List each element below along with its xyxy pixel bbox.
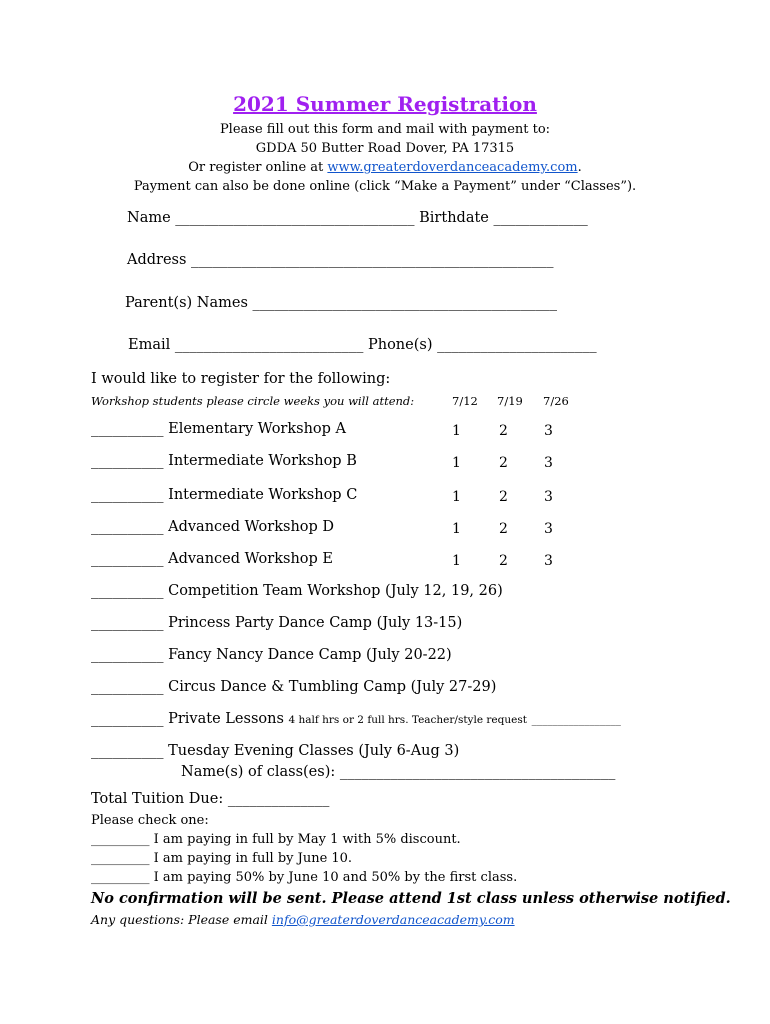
workshop-label: Advanced Workshop E <box>168 551 333 567</box>
total-tuition-label: Total Tuition Due: <box>91 791 224 807</box>
week-option[interactable]: 3 <box>544 423 553 439</box>
week-option[interactable]: 2 <box>499 423 508 439</box>
address-field-row <box>127 252 554 268</box>
class-names-row <box>181 764 615 780</box>
name-field[interactable]: _________________________________ <box>175 210 415 226</box>
week-option[interactable]: 2 <box>499 489 508 505</box>
parents-field-row <box>125 295 557 311</box>
week-option[interactable]: 1 <box>452 423 461 439</box>
workshop-note: Workshop students please circle weeks you will attend: <box>91 394 415 408</box>
week-option[interactable]: 3 <box>544 553 553 569</box>
parents-field[interactable]: __________________________________________ <box>252 295 558 311</box>
questions-line: Any questions: Please email info@greaterdoverdanceacademy.com <box>91 912 515 927</box>
camp-row <box>91 615 462 631</box>
week-option[interactable]: 2 <box>499 553 508 569</box>
payment-option-label: I am paying 50% by June 10 and 50% by the first class. <box>153 870 518 885</box>
birthdate-label: Birthdate <box>419 210 489 226</box>
week-option[interactable]: 2 <box>499 521 508 537</box>
mailing-address: GDDA 50 Butter Road Dover, PA 17315 <box>255 141 515 156</box>
workshop-checkbox-blank[interactable]: __________ <box>91 421 164 437</box>
week-option[interactable]: 3 <box>544 521 553 537</box>
register-heading: I would like to register for the following: <box>91 371 391 387</box>
tuesday-checkbox-blank[interactable]: __________ <box>91 743 164 759</box>
total-tuition-field[interactable]: ______________ <box>227 791 330 807</box>
parents-label: Parent(s) Names <box>125 295 248 311</box>
birthdate-field[interactable]: _____________ <box>493 210 588 226</box>
check-one-label: Please check one: <box>91 813 209 828</box>
payment-option-row <box>91 870 517 885</box>
page-title: 2021 Summer Registration <box>233 92 537 116</box>
phone-field[interactable]: ______________________ <box>437 337 597 353</box>
phone-label: Phone(s) <box>367 337 433 353</box>
workshop-checkbox-blank[interactable]: __________ <box>91 551 164 567</box>
workshop-row <box>91 519 334 535</box>
tuesday-classes-label: Tuesday Evening Classes (July 6-Aug 3) <box>168 743 460 759</box>
workshop-label: Intermediate Workshop C <box>168 487 358 503</box>
email-label: Email <box>128 337 171 353</box>
week-header-1: 7/12 <box>452 394 478 408</box>
name-field-row <box>127 210 588 226</box>
week-header-2: 7/19 <box>497 394 523 408</box>
week-header-3: 7/26 <box>543 394 569 408</box>
payment-option-label: I am paying in full by May 1 with 5% discount. <box>153 832 461 847</box>
week-option[interactable]: 3 <box>544 455 553 471</box>
camp-label: Competition Team Workshop (July 12, 19, 26) <box>168 583 503 599</box>
teacher-request-field[interactable]: _________________ <box>531 714 621 726</box>
class-names-label: Name(s) of class(es): <box>181 764 336 780</box>
workshop-row <box>91 421 346 437</box>
week-option[interactable]: 2 <box>499 455 508 471</box>
private-lessons-row <box>91 711 621 727</box>
workshop-row <box>91 487 357 503</box>
payment-option-blank[interactable]: _________ <box>91 832 150 847</box>
workshop-checkbox-blank[interactable]: __________ <box>91 453 164 469</box>
camp-label: Circus Dance & Tumbling Camp (July 27-29) <box>168 679 497 695</box>
camp-row <box>91 583 503 599</box>
private-lessons-label: Private Lessons <box>168 711 284 727</box>
week-option[interactable]: 1 <box>452 489 461 505</box>
online-payment-line: Payment can also be done online (click “Make a Payment” under “Classes”). <box>133 179 637 194</box>
workshop-checkbox-blank[interactable]: __________ <box>91 519 164 535</box>
workshop-label: Elementary Workshop A <box>168 421 347 437</box>
week-option[interactable]: 1 <box>452 521 461 537</box>
class-names-field[interactable]: ______________________________________ <box>339 764 616 780</box>
workshop-row <box>91 453 357 469</box>
workshop-row <box>91 551 333 567</box>
camp-row <box>91 679 496 695</box>
workshop-checkbox-blank[interactable]: __________ <box>91 487 164 503</box>
payment-option-row <box>91 832 461 847</box>
address-field[interactable]: __________________________________________________ <box>191 252 554 268</box>
total-tuition-row <box>91 791 329 807</box>
tuesday-classes-row <box>91 743 459 759</box>
camp-checkbox-blank[interactable]: __________ <box>91 647 164 663</box>
private-lessons-note: 4 half hrs or 2 full hrs. Teacher/style request <box>288 714 527 726</box>
workshop-label: Intermediate Workshop B <box>168 453 357 469</box>
instructions-line: Please fill out this form and mail with payment to: <box>219 122 551 137</box>
email-field[interactable]: __________________________ <box>174 337 364 353</box>
payment-option-blank[interactable]: _________ <box>91 870 150 885</box>
camp-checkbox-blank[interactable]: __________ <box>91 679 164 695</box>
online-register-line: Or register online at www.greaterdoverdanceacademy.com. <box>188 160 582 175</box>
confirmation-notice: No confirmation will be sent. Please attend 1st class unless otherwise notified. <box>91 890 731 907</box>
week-option[interactable]: 1 <box>452 455 461 471</box>
email-link[interactable]: info@greaterdoverdanceacademy.com <box>271 912 515 927</box>
email-field-row <box>128 337 597 353</box>
private-lessons-checkbox-blank[interactable]: __________ <box>91 711 164 727</box>
payment-option-row <box>91 851 352 866</box>
website-link[interactable]: www.greaterdoverdanceacademy.com <box>327 160 578 175</box>
camp-checkbox-blank[interactable]: __________ <box>91 583 164 599</box>
week-option[interactable]: 1 <box>452 553 461 569</box>
camp-label: Fancy Nancy Dance Camp (July 20-22) <box>168 647 452 663</box>
week-option[interactable]: 3 <box>544 489 553 505</box>
payment-option-blank[interactable]: _________ <box>91 851 150 866</box>
camp-row <box>91 647 452 663</box>
workshop-label: Advanced Workshop D <box>168 519 335 535</box>
name-label: Name <box>127 210 171 226</box>
address-label: Address <box>127 252 187 268</box>
camp-label: Princess Party Dance Camp (July 13-15) <box>168 615 463 631</box>
payment-option-label: I am paying in full by June 10. <box>153 851 353 866</box>
camp-checkbox-blank[interactable]: __________ <box>91 615 164 631</box>
